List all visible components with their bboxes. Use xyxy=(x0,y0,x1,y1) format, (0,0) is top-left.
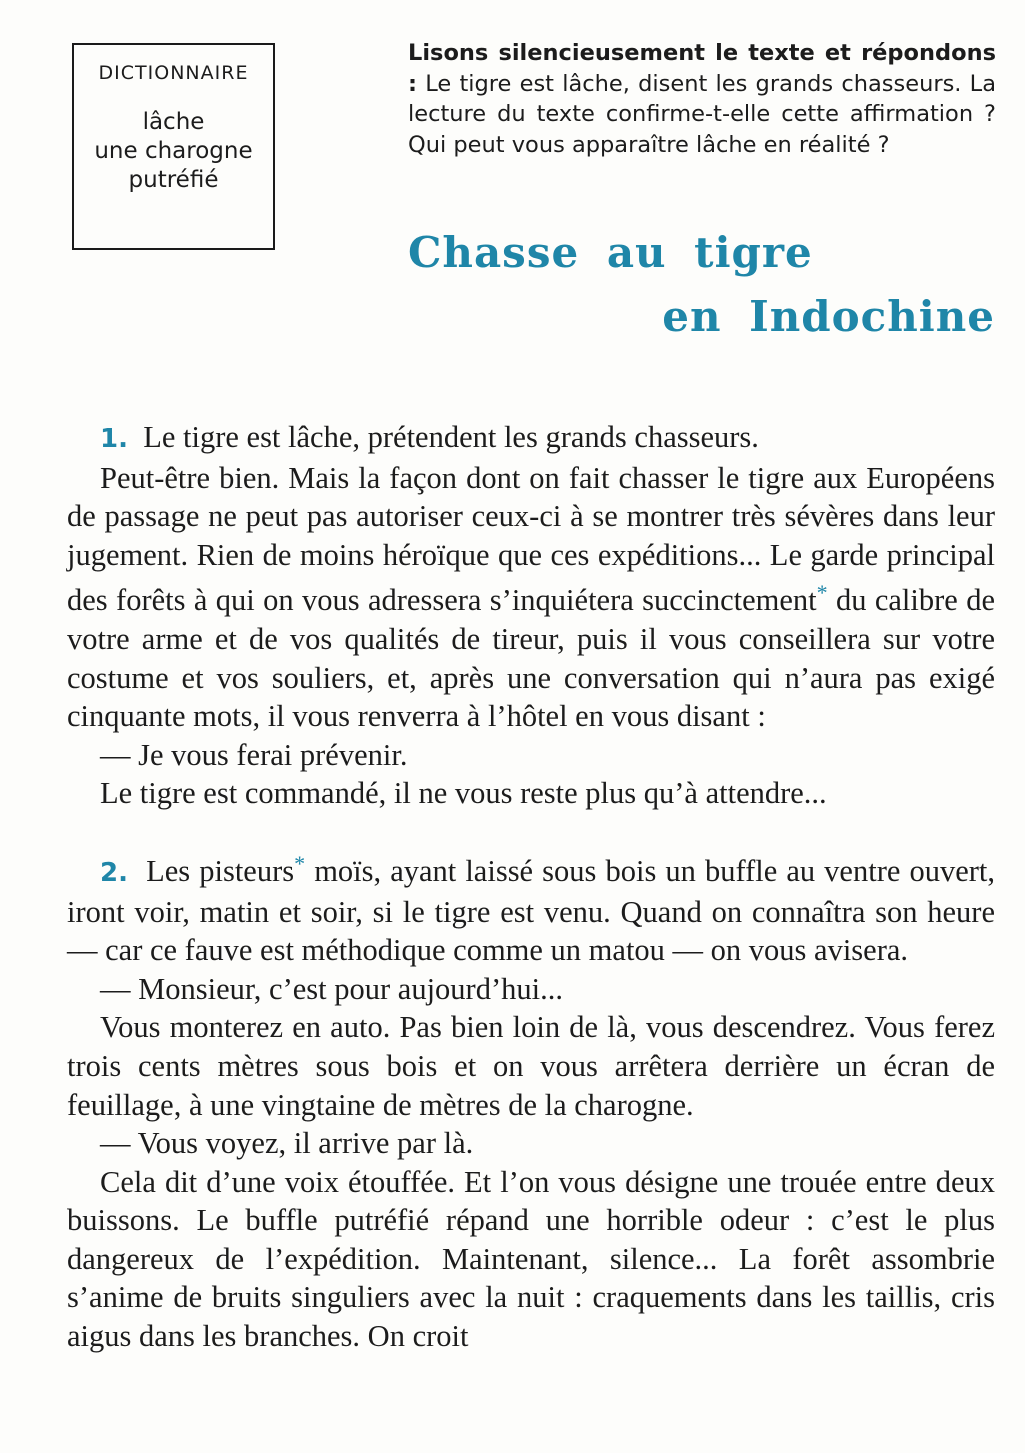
paragraph xyxy=(67,736,995,775)
paragraph-text: — Monsieur, c’est pour aujourd’hui... xyxy=(100,971,563,1006)
story-text xyxy=(67,418,995,1356)
paragraph xyxy=(67,459,995,736)
page-title-line-2: en Indochine xyxy=(662,292,995,341)
dictionary-box xyxy=(72,43,275,250)
dictionary-word: une charogne xyxy=(94,138,253,164)
dictionary-words xyxy=(74,108,273,195)
paragraph xyxy=(67,418,995,459)
footnote-star: * xyxy=(294,850,306,876)
reading-instructions xyxy=(408,38,996,160)
dictionary-word: putréfié xyxy=(128,167,219,193)
paragraph-text: — Je vous ferai prévenir. xyxy=(100,737,408,772)
paragraph xyxy=(67,1163,995,1356)
instructions-lead: Lisons silencieusement le texte et répondons : xyxy=(408,40,996,97)
footnote-star: * xyxy=(816,580,828,606)
paragraph xyxy=(67,970,995,1009)
section-spacer xyxy=(67,813,995,845)
paragraph-text: — Vous voyez, il arrive par là. xyxy=(100,1126,474,1161)
paragraph xyxy=(67,774,995,813)
paragraph-text: Peut-être bien. Mais la façon dont on fait chasser le tigre aux Européens de passage ne peut pas autoriser ceux-ci à se montrer très sévères dans leur jugement. Rien de moins héroïque que ces expéditions... Le garde principal des forêts à qui on vous adressera s’inquiétera succinctement xyxy=(67,460,995,618)
paragraph xyxy=(67,1008,995,1124)
paragraph-text: Le tigre est commandé, il ne vous reste plus qu’à attendre... xyxy=(100,776,827,811)
paragraph-text: Le tigre est lâche, prétendent les grands chasseurs. xyxy=(143,420,759,454)
instructions-question: Le tigre est lâche, disent les grands chasseurs. La lecture du texte confirme-t-elle cette affirmation ? Qui peut vous apparaître lâche en réalité ? xyxy=(408,70,996,158)
dictionary-title: DICTIONNAIRE xyxy=(98,62,249,84)
section-number: 1. xyxy=(100,424,128,454)
paragraph-text: Vous monterez en auto. Pas bien loin de là, vous descendrez. Vous ferez trois cents mètres sous bois et on vous arrêtera derrière un écran de feuillage, à une vingtaine de mètres de la charogne. xyxy=(67,1010,995,1122)
dictionary-word: lâche xyxy=(142,109,205,135)
paragraph-text: Cela dit d’une voix étouffée. Et l’on vous désigne une trouée entre deux buissons. Le buffle putréfié répand une horrible odeur : c’est le plus dangereux de l’expédition. Maintenant, silence... La forêt assombrie s’anime de bruits singuliers avec la nuit : craquements dans les taillis, cris aigus dans les branches. On croit xyxy=(67,1164,995,1354)
paragraph xyxy=(67,845,995,970)
paragraph-text: Les pisteurs xyxy=(146,853,295,888)
paragraph-text-continued: du calibre de votre arme et de vos qualités de tireur, puis il vous conseillera sur votre costume et vos souliers, et, après une conversation qui n’aura pas exigé cinquante mots, il vous renverra à l’hôtel en vous disant : xyxy=(67,583,995,734)
section-number: 2. xyxy=(100,857,128,888)
page-title-line-1: Chasse au tigre xyxy=(408,228,813,277)
paragraph-text-continued: moïs, ayant laissé sous bois un buffle au ventre ouvert, iront voir, matin et soir, si le tigre est venu. Quand on connaîtra son heure — car ce fauve est méthodique comme un matou — on vous avisera. xyxy=(67,853,996,968)
paragraph xyxy=(67,1124,995,1163)
